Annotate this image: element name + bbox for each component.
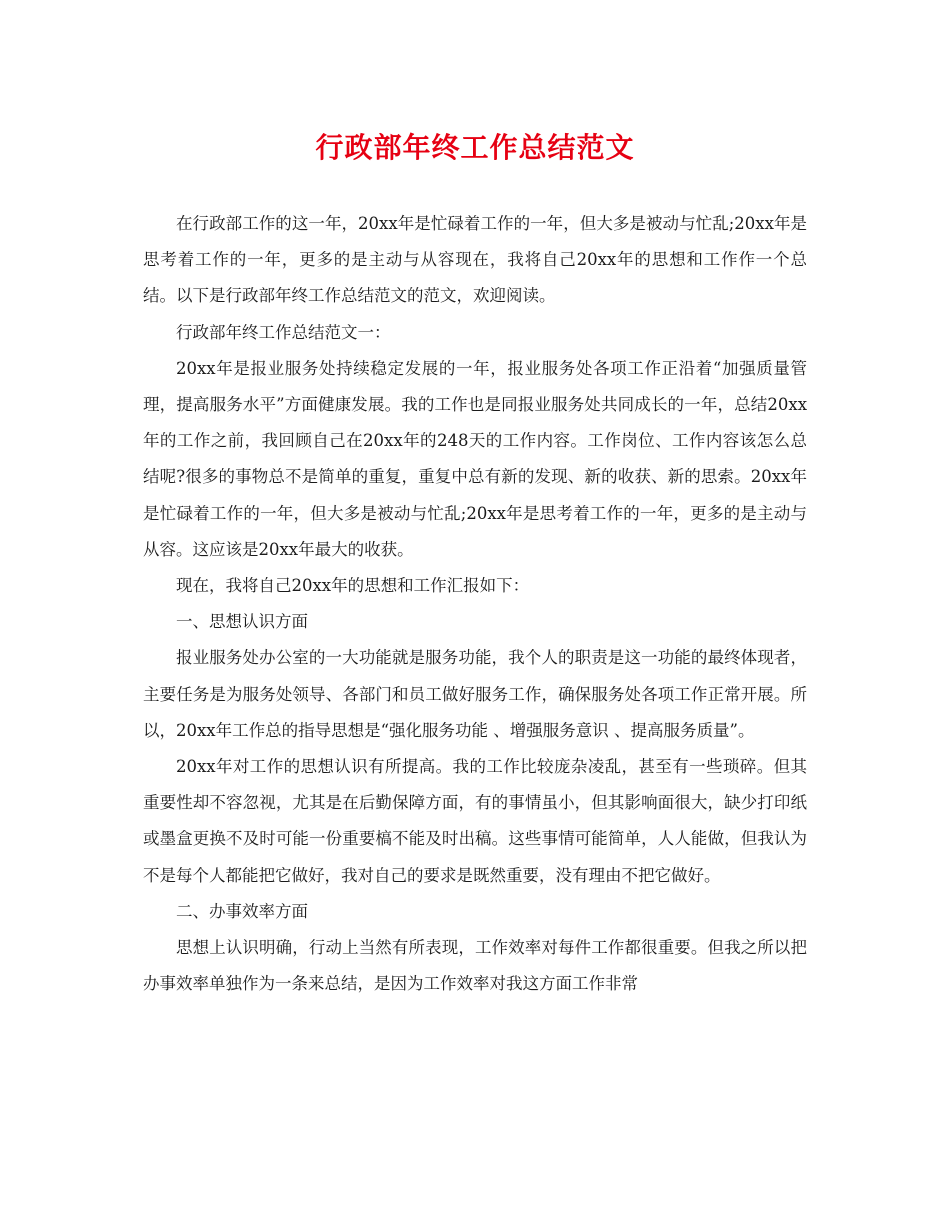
body-paragraph: 思想上认识明确，行动上当然有所表现，工作效率对每件工作都很重要。但我之所以把办事效率单独作为一条来总结，是因为工作效率对我这方面工作非常 — [143, 938, 807, 994]
intro-paragraph: 在行政部工作的这一年，20xx年是忙碌着工作的一年，但大多是被动与忙乱;20xx年是思考着工作的一年，更多的是主动与从容现在，我将自己20xx年的思想和工作作一个总结。以下是行政部年终工作总结范文的范文，欢迎阅读。 — [143, 214, 807, 306]
section-heading-sample-one: 行政部年终工作总结范文一： — [176, 322, 391, 342]
section-heading-thinking: 一、思想认识方面 — [176, 612, 308, 632]
body-paragraph: 20xx年是报业服务处持续稳定发展的一年，报业服务处各项工作正沿着“加强质量管理，提高服务水平”方面健康发展。我的工作也是同报业服务处共同成长的一年，总结20xx年的工作之前，我回顾自己在20xx年的248天的工作内容。工作岗位、工作内容该怎么总结呢?很多的事物总不是简单的重复，重复中总有新的发现、新的收获、新的思索。20xx年是忙碌着工作的一年，但大多是被动与忙乱;20xx年是思考着工作的一年，更多的是主动与从容。这应该是20xx年最大的收获。 — [143, 358, 807, 559]
body-paragraph: 20xx年对工作的思想认识有所提高。我的工作比较庞杂凌乱，甚至有一些琐碎。但其重要性却不容忽视，尤其是在后勤保障方面，有的事情虽小，但其影响面很大，缺少打印纸或墨盒更换不及时可能一份重要槁不能及时出稿。这些事情可能简单，人人能做，但我认为不是每个人都能把它做好，我对自己的要求是既然重要，没有理由不把它做好。 — [143, 757, 807, 885]
section-heading-efficiency: 二、办事效率方面 — [176, 901, 308, 921]
document-title: 行政部年终工作总结范文 — [315, 131, 635, 164]
document-body — [143, 206, 807, 1002]
body-paragraph: 现在，我将自己20xx年的思想和工作汇报如下： — [176, 576, 530, 596]
body-paragraph: 报业服务处办公室的一大功能就是服务功能，我个人的职责是这一功能的最终体现者，主要任务是为服务处领导、各部门和员工做好服务工作，确保服务处各项工作正常开展。所以，20xx年工作总的指导思想是“强化服务功能 、增强服务意识 、提高服务质量”。 — [143, 648, 807, 740]
